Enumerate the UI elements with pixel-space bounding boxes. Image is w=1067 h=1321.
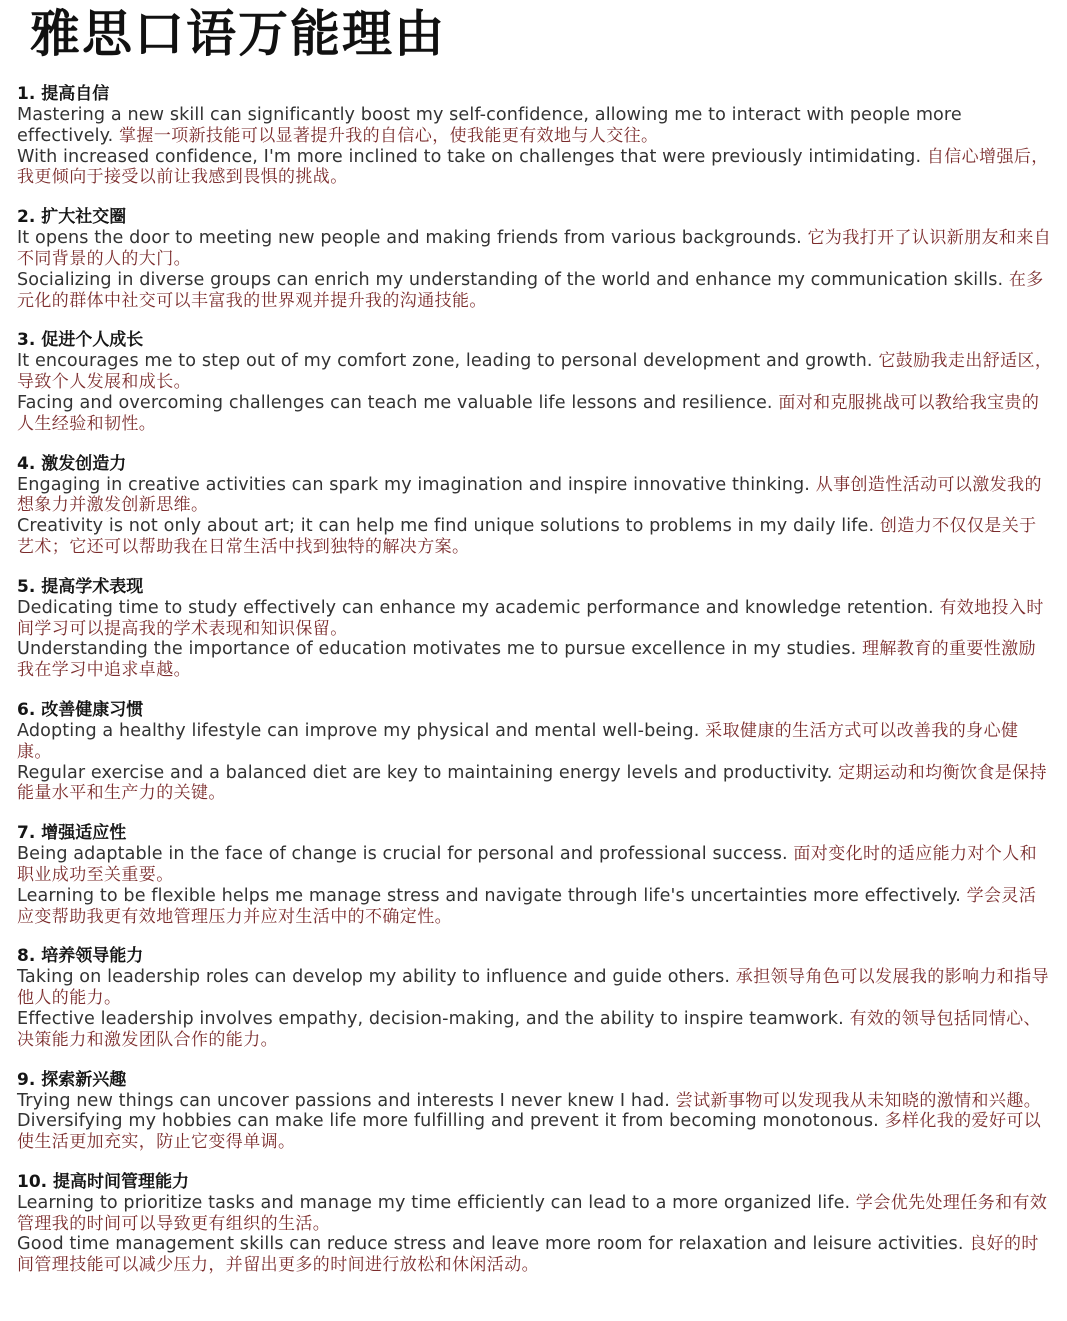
english-sentence: Socializing in diverse groups can enrich my understanding of the world and enhance my communication skills. bbox=[17, 269, 1004, 290]
reason-section-8 bbox=[17, 946, 1053, 1050]
reason-paragraph bbox=[17, 351, 1053, 393]
chinese-translation: 有效地投入时间学习可以提高我的学术表现和知识保留。 bbox=[17, 597, 1044, 639]
reason-paragraph bbox=[17, 270, 1053, 312]
reason-heading: 4. 激发创造力 bbox=[17, 453, 127, 474]
reason-paragraph bbox=[17, 844, 1053, 886]
reason-paragraph bbox=[17, 147, 1053, 189]
reason-section-10 bbox=[17, 1172, 1053, 1276]
chinese-translation: 它鼓励我走出舒适区，导致个人发展和成长。 bbox=[17, 351, 1053, 393]
chinese-translation: 采取健康的生活方式可以改善我的身心健康。 bbox=[17, 720, 1019, 762]
english-sentence: Being adaptable in the face of change is crucial for personal and professional success. bbox=[17, 844, 788, 865]
reason-heading: 10. 提高时间管理能力 bbox=[17, 1171, 190, 1192]
reason-section-3 bbox=[17, 330, 1053, 434]
english-sentence: Creativity is not only about art; it can help me find unique solutions to problems in my daily life. bbox=[17, 516, 875, 537]
chinese-translation: 有效的领导包括同情心、决策能力和激发团队合作的能力。 bbox=[17, 1008, 1041, 1050]
reason-section-2 bbox=[17, 207, 1053, 311]
reason-paragraph bbox=[17, 105, 1053, 147]
english-sentence: Facing and overcoming challenges can teach me valuable life lessons and resilience. bbox=[17, 392, 773, 413]
english-sentence: Understanding the importance of education motivates me to pursue excellence in my studies. bbox=[17, 639, 857, 660]
chinese-translation: 尝试新事物可以发现我从未知晓的激情和兴趣。 bbox=[675, 1090, 1042, 1111]
english-sentence: Effective leadership involves empathy, decision-making, and the ability to inspire teamwork. bbox=[17, 1008, 844, 1029]
chinese-translation: 自信心增强后，我更倾向于接受以前让我感到畏惧的挑战。 bbox=[17, 146, 1049, 188]
reason-paragraph bbox=[17, 967, 1053, 1009]
english-sentence: Good time management skills can reduce stress and leave more room for relaxation and leisure activities. bbox=[17, 1234, 964, 1255]
reason-paragraph bbox=[17, 1091, 1053, 1112]
english-sentence: Taking on leadership roles can develop my ability to influence and guide others. bbox=[17, 967, 731, 988]
reason-heading: 6. 改善健康习惯 bbox=[17, 699, 144, 720]
chinese-translation: 良好的时间管理技能可以减少压力，并留出更多的时间进行放松和休闲活动。 bbox=[17, 1234, 1039, 1276]
chinese-translation: 承担领导角色可以发展我的影响力和指导他人的能力。 bbox=[17, 967, 1049, 1009]
english-sentence: Dedicating time to study effectively can enhance my academic performance and knowledge retention. bbox=[17, 597, 934, 618]
reason-paragraph bbox=[17, 475, 1053, 517]
english-sentence: It opens the door to meeting new people and making friends from various backgrounds. bbox=[17, 228, 802, 249]
english-sentence: With increased confidence, I'm more inclined to take on challenges that were previously intimidating. bbox=[17, 146, 922, 167]
chinese-translation: 在多元化的群体中社交可以丰富我的世界观并提升我的沟通技能。 bbox=[17, 269, 1044, 311]
english-sentence: Learning to prioritize tasks and manage my time efficiently can lead to a more organized life. bbox=[17, 1192, 851, 1213]
reason-paragraph bbox=[17, 1193, 1053, 1235]
chinese-translation: 掌握一项新技能可以显著提升我的自信心，使我能更有效地与人交往。 bbox=[119, 125, 659, 146]
reason-heading: 8. 培养领导能力 bbox=[17, 946, 144, 967]
english-sentence: Learning to be flexible helps me manage stress and navigate through life's uncertainties more effectively. bbox=[17, 885, 961, 906]
reason-paragraph bbox=[17, 516, 1053, 558]
english-sentence: Mastering a new skill can significantly boost my self-confidence, allowing me to interact with people more effectively. bbox=[17, 105, 962, 146]
reason-section-7 bbox=[17, 823, 1053, 927]
reason-section-6 bbox=[17, 700, 1053, 804]
english-sentence: Trying new things can uncover passions and interests I never knew I had. bbox=[17, 1090, 671, 1111]
chinese-translation: 它为我打开了认识新朋友和来自不同背景的人的大门。 bbox=[17, 228, 1052, 269]
reason-paragraph bbox=[17, 639, 1053, 681]
reason-paragraph bbox=[17, 763, 1053, 805]
reason-heading: 3. 促进个人成长 bbox=[17, 330, 144, 351]
english-sentence: Engaging in creative activities can spark my imagination and inspire innovative thinking. bbox=[17, 474, 810, 495]
chinese-translation: 面对和克服挑战可以教给我宝贵的人生经验和韧性。 bbox=[17, 392, 1040, 434]
reason-section-1 bbox=[17, 84, 1053, 188]
reason-section-9 bbox=[17, 1070, 1053, 1153]
reason-paragraph bbox=[17, 598, 1053, 640]
english-sentence: Regular exercise and a balanced diet are key to maintaining energy levels and productivity. bbox=[17, 762, 833, 783]
reason-paragraph bbox=[17, 228, 1053, 270]
reason-heading: 9. 探索新兴趣 bbox=[17, 1069, 127, 1090]
reason-paragraph bbox=[17, 393, 1053, 435]
reason-paragraph bbox=[17, 1009, 1053, 1051]
reason-heading: 7. 增强适应性 bbox=[17, 823, 127, 844]
page-title: 雅思口语万能理由 bbox=[30, 5, 446, 63]
chinese-translation: 学会灵活应变帮助我更有效地管理压力并应对生活中的不确定性。 bbox=[17, 885, 1037, 927]
english-sentence: Diversifying my hobbies can make life more fulfilling and prevent it from becoming monotonous. bbox=[17, 1111, 879, 1132]
chinese-translation: 面对变化时的适应能力对个人和职业成功至关重要。 bbox=[17, 844, 1037, 885]
chinese-translation: 多样化我的爱好可以使生活更加充实，防止它变得单调。 bbox=[17, 1111, 1042, 1153]
reasons-list bbox=[17, 84, 1053, 1295]
reason-heading: 5. 提高学术表现 bbox=[17, 576, 144, 597]
chinese-translation: 学会优先处理任务和有效管理我的时间可以导致更有组织的生活。 bbox=[17, 1192, 1048, 1234]
chinese-translation: 创造力不仅仅是关于艺术；它还可以帮助我在日常生活中找到独特的解决方案。 bbox=[17, 516, 1037, 557]
chinese-translation: 定期运动和均衡饮食是保持能量水平和生产力的关键。 bbox=[17, 762, 1047, 804]
reason-paragraph bbox=[17, 721, 1053, 763]
english-sentence: It encourages me to step out of my comfort zone, leading to personal development and growth. bbox=[17, 351, 873, 372]
chinese-translation: 理解教育的重要性激励我在学习中追求卓越。 bbox=[17, 639, 1036, 681]
english-sentence: Adopting a healthy lifestyle can improve my physical and mental well-being. bbox=[17, 720, 700, 741]
reason-paragraph bbox=[17, 886, 1053, 928]
reason-section-5 bbox=[17, 577, 1053, 681]
reason-heading: 2. 扩大社交圈 bbox=[17, 207, 127, 228]
reason-heading: 1. 提高自信 bbox=[17, 84, 110, 104]
chinese-translation: 从事创造性活动可以激发我的想象力并激发创新思维。 bbox=[17, 474, 1042, 516]
reason-paragraph bbox=[17, 1234, 1053, 1276]
reason-section-4 bbox=[17, 454, 1053, 558]
reason-paragraph bbox=[17, 1111, 1053, 1153]
